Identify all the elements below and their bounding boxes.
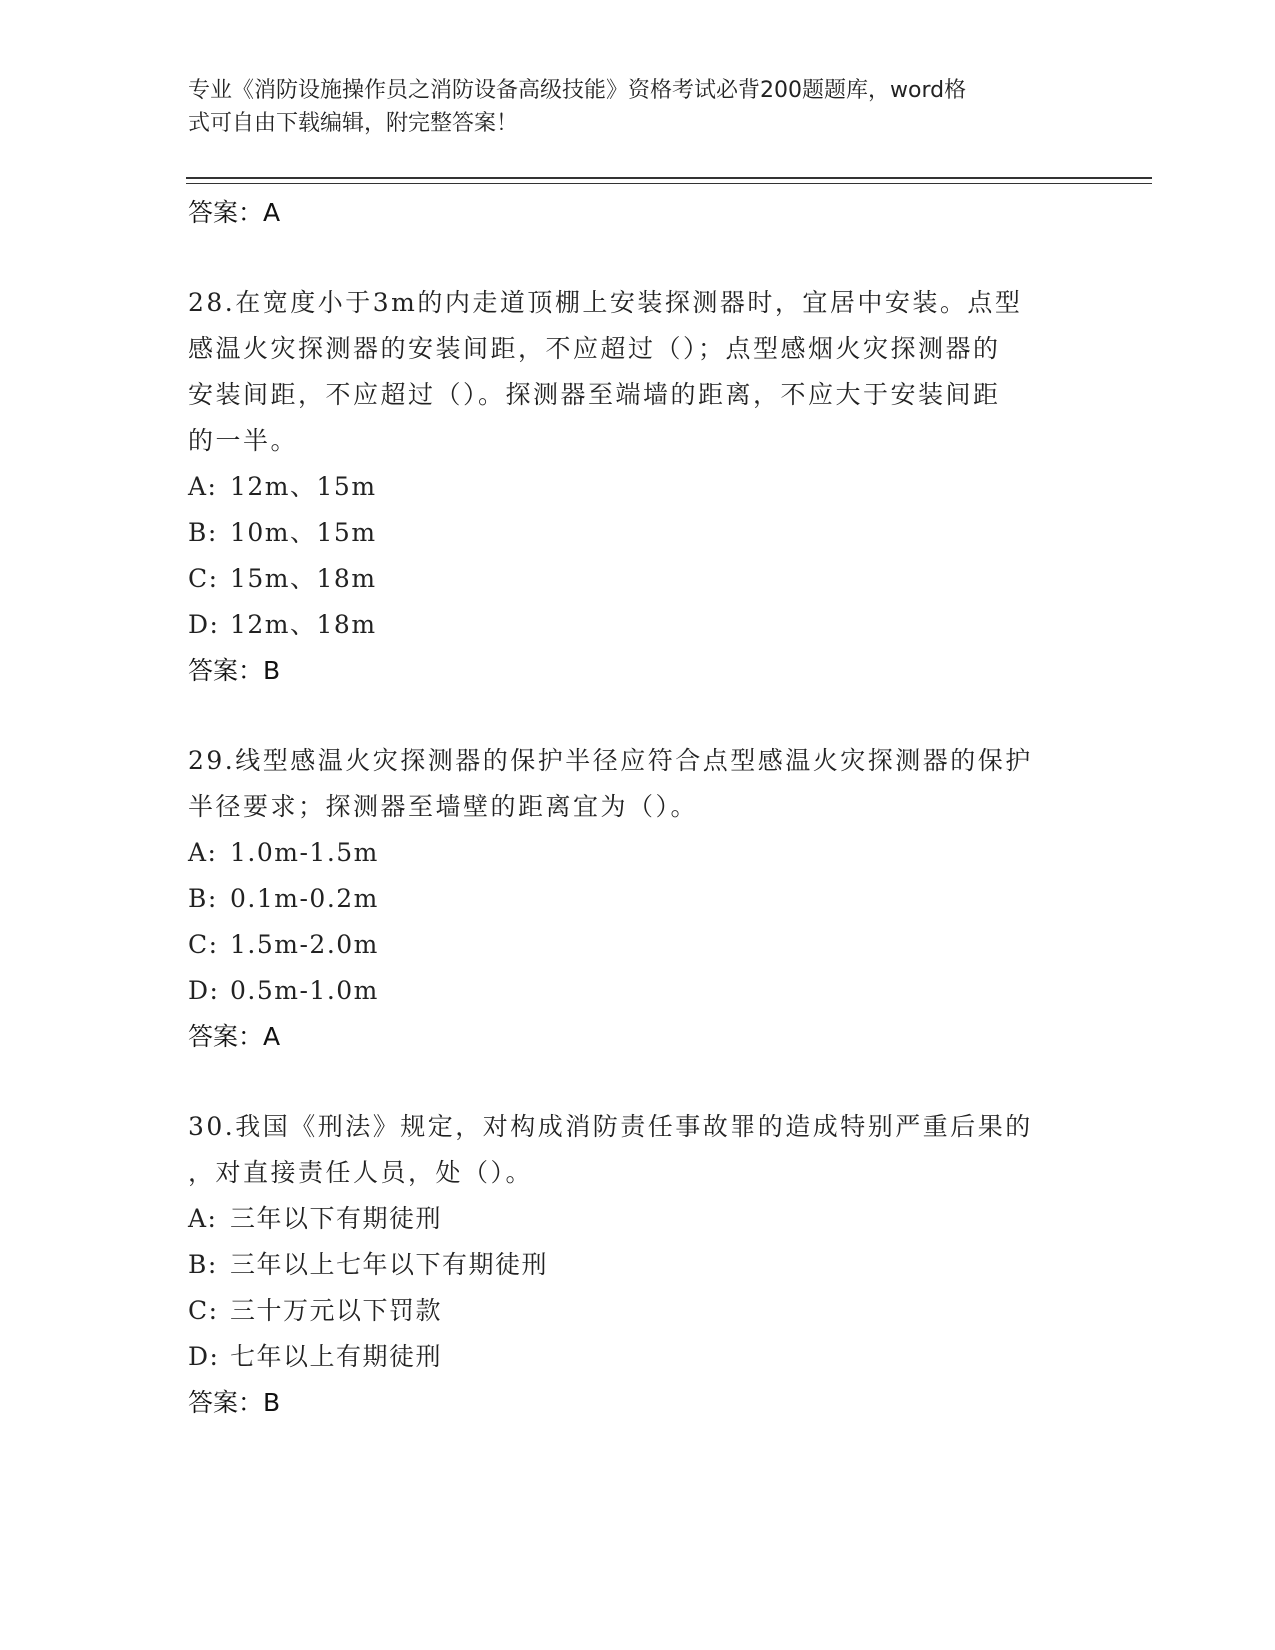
question-30 bbox=[188, 1104, 1088, 1426]
header-line-1: 专业《消防设施操作员之消防设备高级技能》资格考试必背200题题库，word格 bbox=[188, 78, 967, 103]
page-header bbox=[188, 74, 1068, 140]
option-text: 三年以上七年以下有期徒刑 bbox=[230, 1250, 549, 1279]
question-answer bbox=[188, 1380, 1088, 1426]
option-label: A: bbox=[188, 1204, 218, 1233]
option-label: D: bbox=[188, 1342, 220, 1371]
option-text: 1.5m-2.0m bbox=[230, 930, 379, 959]
question-28 bbox=[188, 280, 1088, 694]
option-text: 12m、18m bbox=[230, 610, 377, 639]
option-label: A: bbox=[188, 472, 218, 501]
option-a bbox=[188, 464, 1088, 510]
option-label: B: bbox=[188, 884, 218, 913]
option-text: 三十万元以下罚款 bbox=[230, 1296, 443, 1325]
answer-label: 答案： bbox=[188, 656, 264, 685]
option-label: B: bbox=[188, 1250, 218, 1279]
option-label: C: bbox=[188, 564, 219, 593]
question-answer bbox=[188, 1014, 1088, 1060]
stem-line: 30.我国《刑法》规定，对构成消防责任事故罪的造成特别严重后果的 bbox=[188, 1112, 1033, 1141]
stem-line: 感温火灾探测器的安装间距，不应超过（）；点型感烟火灾探测器的 bbox=[188, 334, 1001, 363]
option-b bbox=[188, 876, 1088, 922]
option-label: C: bbox=[188, 1296, 219, 1325]
stem-line: 半径要求；探测器至墙壁的距离宜为（）。 bbox=[188, 792, 699, 821]
header-rule-thick bbox=[186, 177, 1152, 179]
document-body bbox=[188, 190, 1088, 1426]
option-a bbox=[188, 830, 1088, 876]
option-d bbox=[188, 602, 1088, 648]
option-label: A: bbox=[188, 838, 218, 867]
stem-line: 28.在宽度小于3m的内走道顶棚上安装探测器时，宜居中安装。点型 bbox=[188, 288, 1023, 317]
answer-label: 答案： bbox=[188, 1388, 264, 1417]
option-b bbox=[188, 1242, 1088, 1288]
option-c bbox=[188, 556, 1088, 602]
answer-value: B bbox=[263, 1388, 281, 1417]
option-text: 七年以上有期徒刑 bbox=[230, 1342, 443, 1371]
option-c bbox=[188, 922, 1088, 968]
answer-value: A bbox=[263, 1022, 281, 1051]
stem-line: 29.线型感温火灾探测器的保护半径应符合点型感温火灾探测器的保护 bbox=[188, 746, 1033, 775]
option-text: 0.5m-1.0m bbox=[230, 976, 379, 1005]
answer-label: 答案： bbox=[188, 1022, 264, 1051]
option-text: 15m、18m bbox=[230, 564, 377, 593]
option-text: 10m、15m bbox=[230, 518, 377, 547]
spacer bbox=[188, 694, 1088, 738]
question-stem bbox=[188, 1104, 1088, 1196]
option-label: B: bbox=[188, 518, 218, 547]
stem-line: 安装间距，不应超过（）。探测器至端墙的距离，不应大于安装间距 bbox=[188, 380, 1001, 409]
option-text: 12m、15m bbox=[230, 472, 377, 501]
option-text: 三年以下有期徒刑 bbox=[230, 1204, 443, 1233]
question-29 bbox=[188, 738, 1088, 1060]
option-c bbox=[188, 1288, 1088, 1334]
option-label: D: bbox=[188, 610, 220, 639]
option-label: C: bbox=[188, 930, 219, 959]
previous-answer bbox=[188, 190, 1088, 236]
option-a bbox=[188, 1196, 1088, 1242]
stem-line: 的一半。 bbox=[188, 426, 299, 455]
option-text: 0.1m-0.2m bbox=[230, 884, 379, 913]
stem-line: ，对直接责任人员，处（）。 bbox=[188, 1158, 534, 1187]
answer-value: B bbox=[263, 656, 281, 685]
answer-value: A bbox=[263, 198, 281, 227]
spacer bbox=[188, 1060, 1088, 1104]
question-answer bbox=[188, 648, 1088, 694]
question-stem bbox=[188, 280, 1088, 464]
header-line-2: 式可自由下载编辑，附完整答案！ bbox=[188, 111, 519, 136]
option-text: 1.0m-1.5m bbox=[230, 838, 379, 867]
option-b bbox=[188, 510, 1088, 556]
question-stem bbox=[188, 738, 1088, 830]
option-d bbox=[188, 968, 1088, 1014]
option-d bbox=[188, 1334, 1088, 1380]
header-rule-thin bbox=[186, 183, 1152, 184]
spacer bbox=[188, 236, 1088, 280]
option-label: D: bbox=[188, 976, 220, 1005]
answer-label: 答案： bbox=[188, 198, 264, 227]
